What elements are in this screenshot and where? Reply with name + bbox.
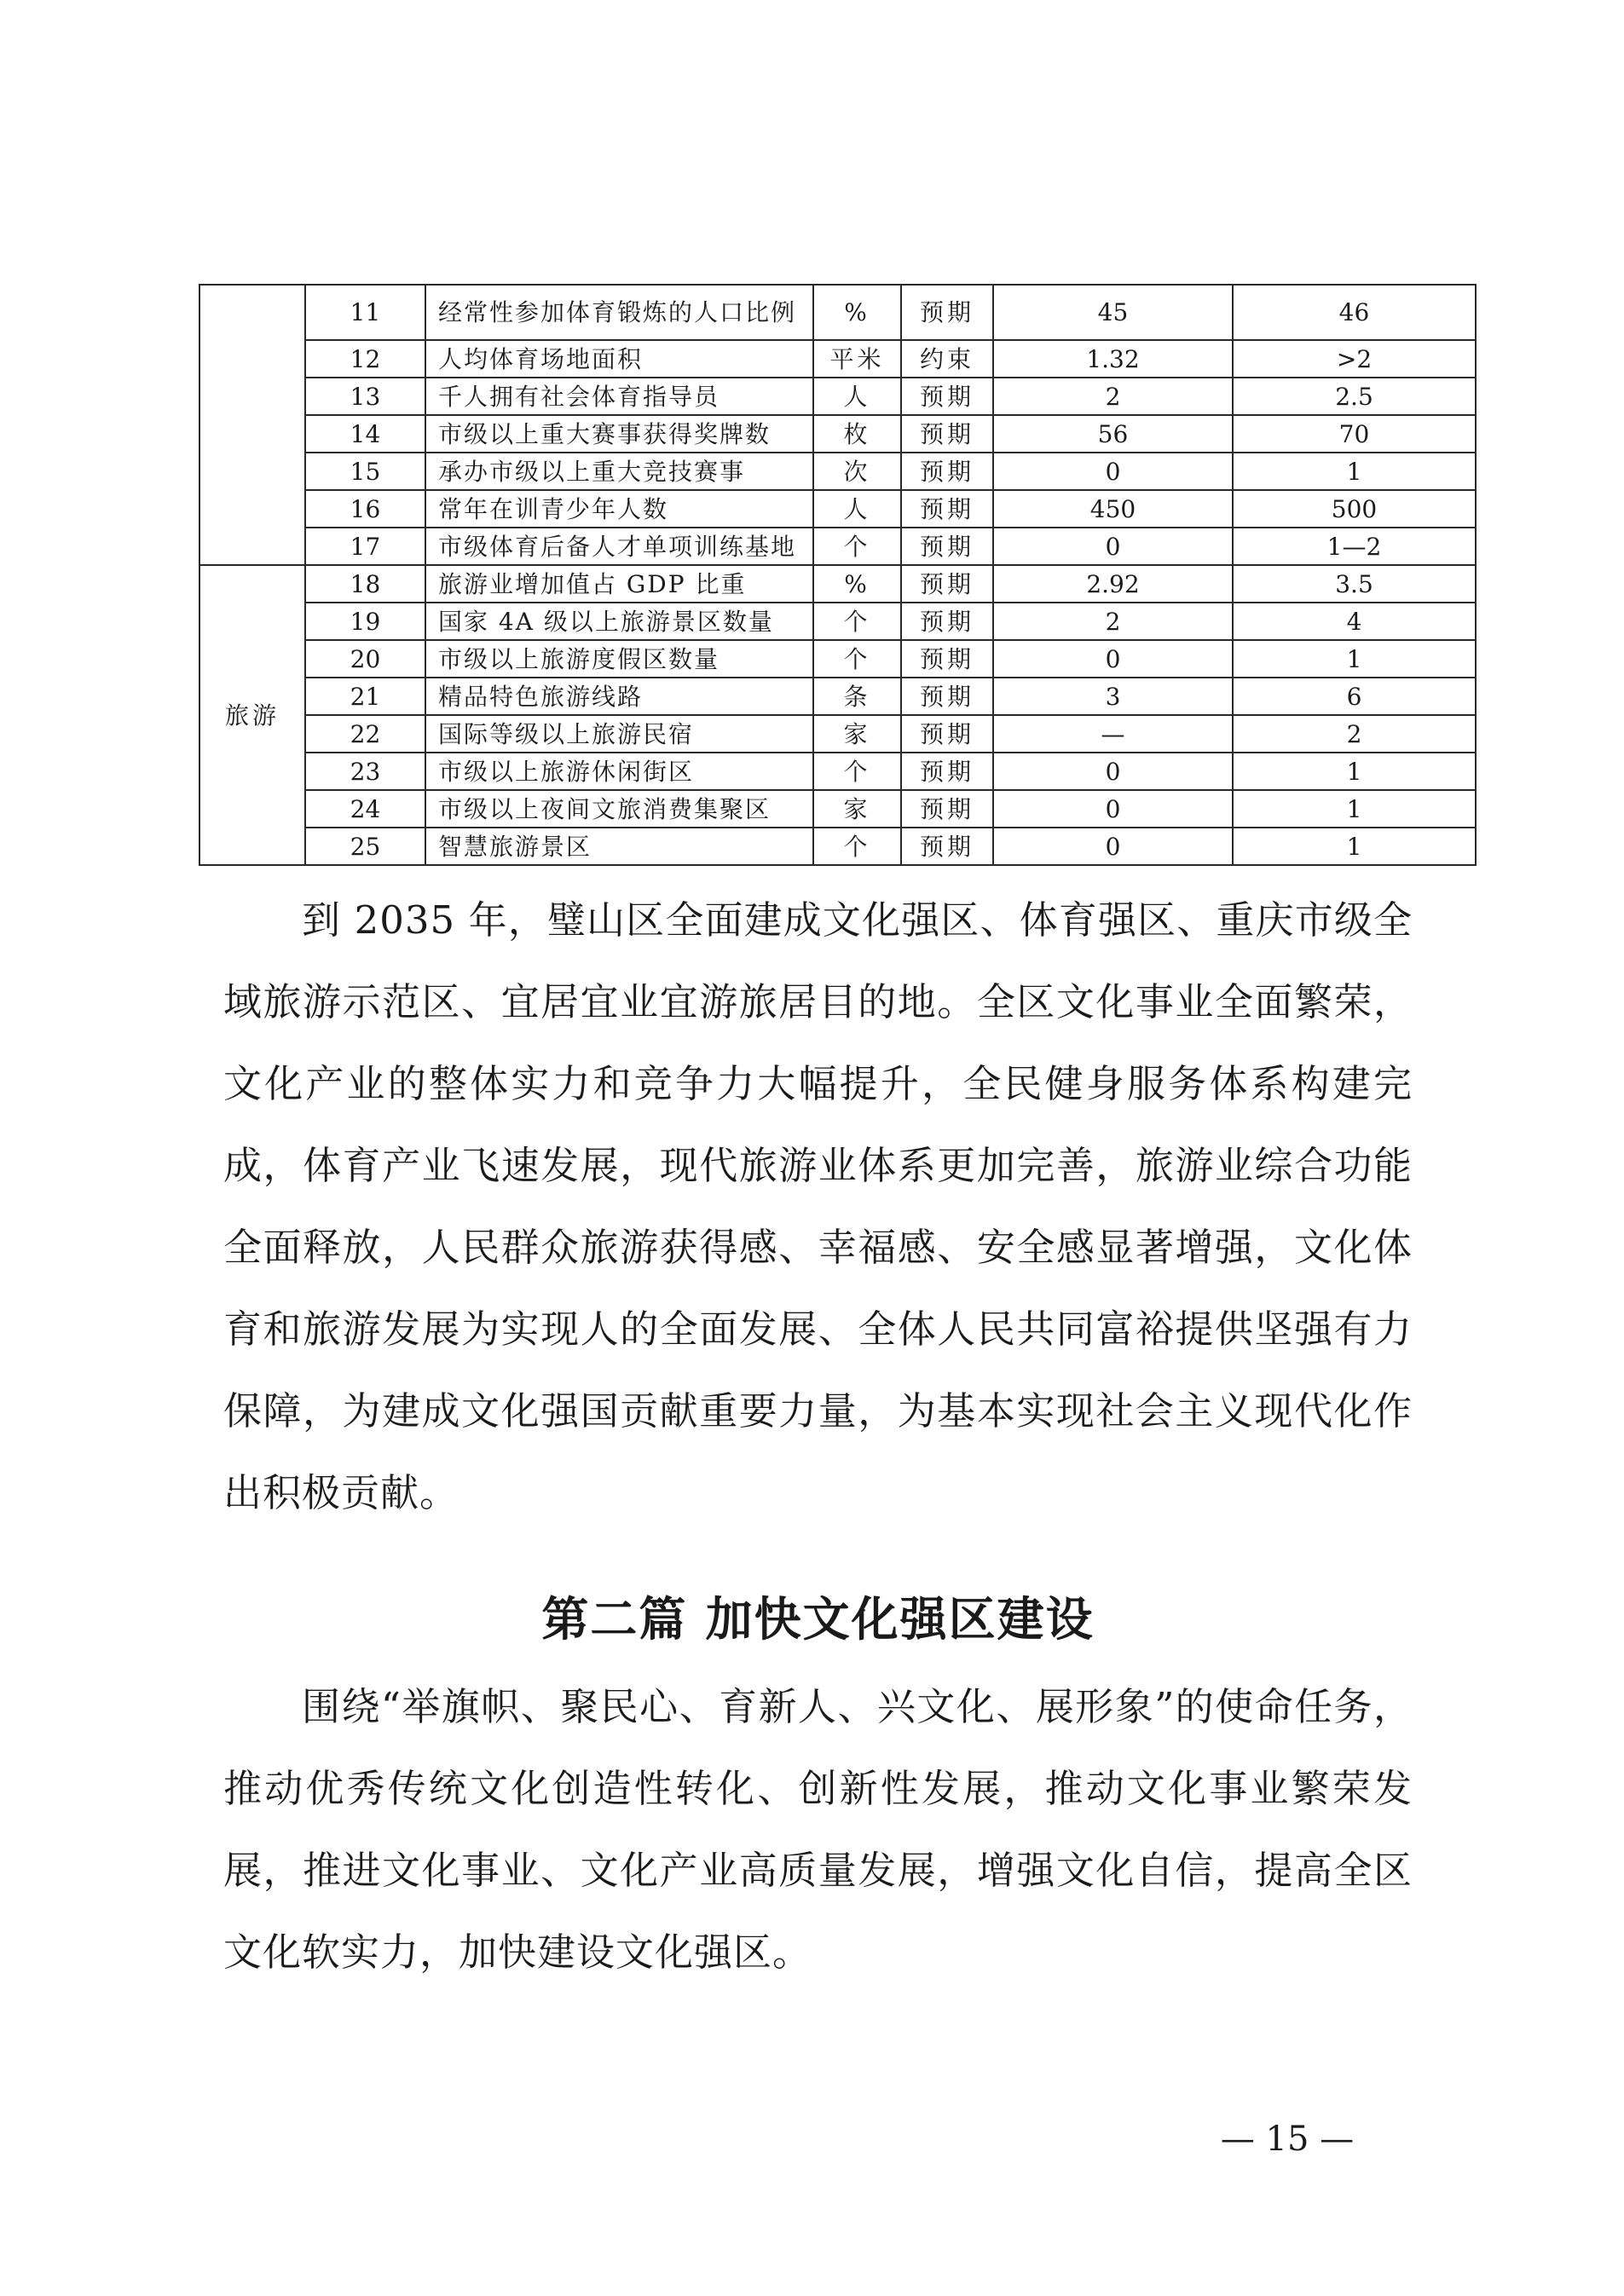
base-value-cell: 0: [993, 753, 1233, 790]
indicator-name: 市级以上夜间文旅消费集聚区: [425, 790, 813, 828]
unit-cell: 家: [813, 715, 901, 753]
table-row: [199, 453, 1476, 490]
base-value-cell: 45: [993, 285, 1233, 340]
indicator-name: 旅游业增加值占 GDP 比重: [425, 565, 813, 603]
chapter-title: 第二篇 加快文化强区建设: [541, 1591, 1095, 1647]
target-value-cell: 1: [1233, 790, 1476, 828]
row-number: 11: [305, 285, 425, 340]
unit-cell: 个: [813, 753, 901, 790]
attribute-cell: 预期: [901, 490, 993, 528]
indicator-table: [199, 284, 1477, 866]
unit-cell: 人: [813, 378, 901, 415]
base-value-cell: 3: [993, 678, 1233, 715]
target-value-cell: 6: [1233, 678, 1476, 715]
base-value-cell: 0: [993, 640, 1233, 678]
table-row: [199, 790, 1476, 828]
table-row: [199, 640, 1476, 678]
category-cell: [199, 285, 305, 565]
table-row: [199, 715, 1476, 753]
table-row: [199, 753, 1476, 790]
attribute-cell: 预期: [901, 715, 993, 753]
unit-cell: 条: [813, 678, 901, 715]
unit-cell: 个: [813, 640, 901, 678]
paragraph-2035-goals: 到 2035 年，璧山区全面建成文化强区、体育强区、重庆市级全域旅游示范区、宜居宜业宜游旅居目的地。全区文化事业全面繁荣，文化产业的整体实力和竞争力大幅提升，全民健身服务体系构建完成，体育产业飞速发展，现代旅游业体系更加完善，旅游业综合功能全面释放，人民群众旅游获得感、幸福感、安全感显著增强，文化体育和旅游发展为实现人的全面发展、全体人民共同富裕提供坚强有力保障，为建成文化强国贡献重要力量，为基本实现社会主义现代化作出积极贡献。: [223, 897, 1413, 1515]
unit-cell: 个: [813, 603, 901, 640]
base-value-cell: —: [993, 715, 1233, 753]
indicator-name: 市级以上重大赛事获得奖牌数: [425, 415, 813, 453]
base-value-cell: 56: [993, 415, 1233, 453]
unit-cell: 个: [813, 528, 901, 565]
target-value-cell: 46: [1233, 285, 1476, 340]
indicator-name: 市级体育后备人才单项训练基地: [425, 528, 813, 565]
indicator-name: 承办市级以上重大竞技赛事: [425, 453, 813, 490]
attribute-cell: 预期: [901, 828, 993, 865]
row-number: 12: [305, 340, 425, 378]
table-row: [199, 490, 1476, 528]
indicator-name: 智慧旅游景区: [425, 828, 813, 865]
unit-cell: 枚: [813, 415, 901, 453]
indicator-name: 市级以上旅游休闲街区: [425, 753, 813, 790]
unit-cell: 家: [813, 790, 901, 828]
row-number: 14: [305, 415, 425, 453]
attribute-cell: 预期: [901, 378, 993, 415]
target-value-cell: 3.5: [1233, 565, 1476, 603]
base-value-cell: 0: [993, 453, 1233, 490]
target-value-cell: 1—2: [1233, 528, 1476, 565]
indicator-name: 常年在训青少年人数: [425, 490, 813, 528]
attribute-cell: 预期: [901, 603, 993, 640]
indicator-name: 经常性参加体育锻炼的人口比例: [425, 285, 813, 340]
target-value-cell: 1: [1233, 640, 1476, 678]
row-number: 20: [305, 640, 425, 678]
attribute-cell: 预期: [901, 753, 993, 790]
category-cell: 旅游: [199, 565, 305, 865]
base-value-cell: 0: [993, 828, 1233, 865]
row-number: 16: [305, 490, 425, 528]
target-value-cell: >2: [1233, 340, 1476, 378]
table-row: [199, 828, 1476, 865]
unit-cell: 平米: [813, 340, 901, 378]
base-value-cell: 0: [993, 790, 1233, 828]
table-row: [199, 528, 1476, 565]
row-number: 13: [305, 378, 425, 415]
attribute-cell: 约束: [901, 340, 993, 378]
target-value-cell: 1: [1233, 753, 1476, 790]
row-number: 15: [305, 453, 425, 490]
unit-cell: %: [813, 285, 901, 340]
unit-cell: 个: [813, 828, 901, 865]
target-value-cell: 1: [1233, 453, 1476, 490]
indicator-name: 千人拥有社会体育指导员: [425, 378, 813, 415]
base-value-cell: 2.92: [993, 565, 1233, 603]
base-value-cell: 2: [993, 603, 1233, 640]
paragraph-chapter-intro: 围绕“举旗帜、聚民心、育新人、兴文化、展形象”的使命任务，推动优秀传统文化创造性转化、创新性发展，推动文化事业繁荣发展，推进文化事业、文化产业高质量发展，增强文化自信，提高全区文化软实力，加快建设文化强区。: [223, 1684, 1413, 1975]
indicator-name: 精品特色旅游线路: [425, 678, 813, 715]
indicator-name: 国际等级以上旅游民宿: [425, 715, 813, 753]
attribute-cell: 预期: [901, 453, 993, 490]
row-number: 22: [305, 715, 425, 753]
row-number: 25: [305, 828, 425, 865]
target-value-cell: 1: [1233, 828, 1476, 865]
table-row: [199, 603, 1476, 640]
indicator-name: 国家 4A 级以上旅游景区数量: [425, 603, 813, 640]
row-number: 18: [305, 565, 425, 603]
base-value-cell: 450: [993, 490, 1233, 528]
table-row: [199, 378, 1476, 415]
row-number: 24: [305, 790, 425, 828]
attribute-cell: 预期: [901, 678, 993, 715]
table-row: [199, 565, 1476, 603]
base-value-cell: 0: [993, 528, 1233, 565]
base-value-cell: 2: [993, 378, 1233, 415]
row-number: 23: [305, 753, 425, 790]
indicator-name: 人均体育场地面积: [425, 340, 813, 378]
table-row: [199, 415, 1476, 453]
unit-cell: %: [813, 565, 901, 603]
attribute-cell: 预期: [901, 565, 993, 603]
table-row: [199, 678, 1476, 715]
table-row: [199, 340, 1476, 378]
table-row: [199, 285, 1476, 340]
row-number: 19: [305, 603, 425, 640]
target-value-cell: 2: [1233, 715, 1476, 753]
row-number: 21: [305, 678, 425, 715]
page-number: — 15 —: [1220, 2120, 1355, 2159]
indicator-name: 市级以上旅游度假区数量: [425, 640, 813, 678]
attribute-cell: 预期: [901, 640, 993, 678]
unit-cell: 次: [813, 453, 901, 490]
attribute-cell: 预期: [901, 790, 993, 828]
target-value-cell: 500: [1233, 490, 1476, 528]
attribute-cell: 预期: [901, 285, 993, 340]
row-number: 17: [305, 528, 425, 565]
target-value-cell: 70: [1233, 415, 1476, 453]
attribute-cell: 预期: [901, 415, 993, 453]
attribute-cell: 预期: [901, 528, 993, 565]
target-value-cell: 2.5: [1233, 378, 1476, 415]
target-value-cell: 4: [1233, 603, 1476, 640]
base-value-cell: 1.32: [993, 340, 1233, 378]
unit-cell: 人: [813, 490, 901, 528]
